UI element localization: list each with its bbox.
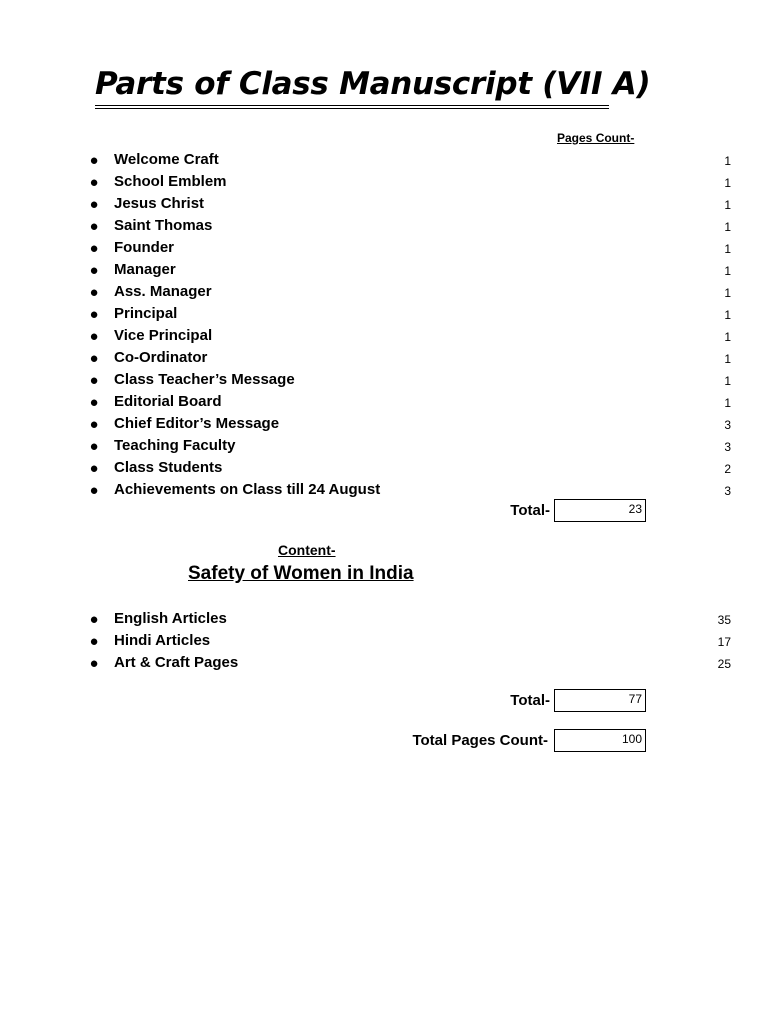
list-item xyxy=(88,216,731,238)
item-count: 1 xyxy=(724,220,731,234)
item-label: Hindi Articles xyxy=(114,632,211,649)
item-label: Ass. Manager xyxy=(114,283,212,300)
bullet-icon: ● xyxy=(89,218,99,235)
list-item xyxy=(88,370,731,392)
list-item xyxy=(88,238,731,260)
parts-total-value: 23 xyxy=(554,499,646,522)
bullet-icon: ● xyxy=(89,240,99,257)
item-count: 1 xyxy=(724,308,731,322)
item-count: 1 xyxy=(724,154,731,168)
list-item xyxy=(88,326,731,348)
content-total-label: Total- xyxy=(510,692,550,709)
item-label: Welcome Craft xyxy=(114,151,219,168)
item-label: Chief Editor’s Message xyxy=(114,415,280,432)
bullet-icon: ● xyxy=(89,611,99,628)
bullet-icon: ● xyxy=(89,655,99,672)
list-item xyxy=(88,414,731,436)
list-item xyxy=(88,194,731,216)
list-item xyxy=(88,150,731,172)
content-heading: Content- xyxy=(278,542,336,558)
list-item xyxy=(88,172,731,194)
manuscript-parts-list xyxy=(88,150,731,502)
list-item xyxy=(88,348,731,370)
item-count: 1 xyxy=(724,330,731,344)
grand-total-value: 100 xyxy=(554,729,646,752)
item-label: Saint Thomas xyxy=(114,217,213,234)
item-count: 1 xyxy=(724,286,731,300)
bullet-icon: ● xyxy=(89,438,99,455)
item-count: 3 xyxy=(724,440,731,454)
item-label: Manager xyxy=(114,261,176,278)
bullet-icon: ● xyxy=(89,174,99,191)
list-item xyxy=(88,282,731,304)
bullet-icon: ● xyxy=(89,633,99,650)
list-item xyxy=(88,653,731,675)
bullet-icon: ● xyxy=(89,328,99,345)
item-label: English Articles xyxy=(114,610,227,627)
content-total-value: 77 xyxy=(554,689,646,712)
document-title: Parts of Class Manuscript (VII A) xyxy=(95,66,651,102)
bullet-icon: ● xyxy=(89,196,99,213)
bullet-icon: ● xyxy=(89,306,99,323)
item-count: 1 xyxy=(724,374,731,388)
item-label: Jesus Christ xyxy=(114,195,205,212)
item-count: 3 xyxy=(724,484,731,498)
pages-count-header: Pages Count- xyxy=(557,131,635,145)
item-label: School Emblem xyxy=(114,173,227,190)
list-item xyxy=(88,458,731,480)
list-item xyxy=(88,304,731,326)
item-count: 1 xyxy=(724,176,731,190)
item-label: Vice Principal xyxy=(114,327,213,344)
item-label: Principal xyxy=(114,305,178,322)
bullet-icon: ● xyxy=(89,372,99,389)
item-count: 1 xyxy=(724,264,731,278)
bullet-icon: ● xyxy=(89,262,99,279)
bullet-icon: ● xyxy=(89,460,99,477)
list-item xyxy=(88,631,731,653)
grand-total-label: Total Pages Count- xyxy=(412,732,548,749)
list-item xyxy=(88,260,731,282)
item-label: Class Students xyxy=(114,459,223,476)
parts-total-label: Total- xyxy=(510,502,550,519)
bullet-icon: ● xyxy=(89,350,99,367)
title-underline xyxy=(95,105,609,106)
item-label: Achievements on Class till 24 August xyxy=(114,481,381,498)
bullet-icon: ● xyxy=(89,284,99,301)
item-label: Co-Ordinator xyxy=(114,349,208,366)
item-count: 25 xyxy=(717,657,731,671)
bullet-icon: ● xyxy=(89,152,99,169)
item-count: 1 xyxy=(724,352,731,366)
bullet-icon: ● xyxy=(89,416,99,433)
item-count: 1 xyxy=(724,242,731,256)
list-item xyxy=(88,609,731,631)
item-count: 1 xyxy=(724,396,731,410)
list-item xyxy=(88,436,731,458)
section-title: Safety of Women in India xyxy=(188,563,414,584)
item-count: 2 xyxy=(724,462,731,476)
item-count: 1 xyxy=(724,198,731,212)
content-list xyxy=(88,609,731,675)
list-item xyxy=(88,392,731,414)
item-count: 17 xyxy=(717,635,731,649)
item-count: 3 xyxy=(724,418,731,432)
bullet-icon: ● xyxy=(89,394,99,411)
item-label: Founder xyxy=(114,239,174,256)
item-count: 35 xyxy=(717,613,731,627)
bullet-icon: ● xyxy=(89,482,99,499)
item-label: Art & Craft Pages xyxy=(114,654,239,671)
item-label: Editorial Board xyxy=(114,393,222,410)
item-label: Class Teacher’s Message xyxy=(114,371,295,388)
title-underline-second xyxy=(95,108,609,109)
item-label: Teaching Faculty xyxy=(114,437,236,454)
